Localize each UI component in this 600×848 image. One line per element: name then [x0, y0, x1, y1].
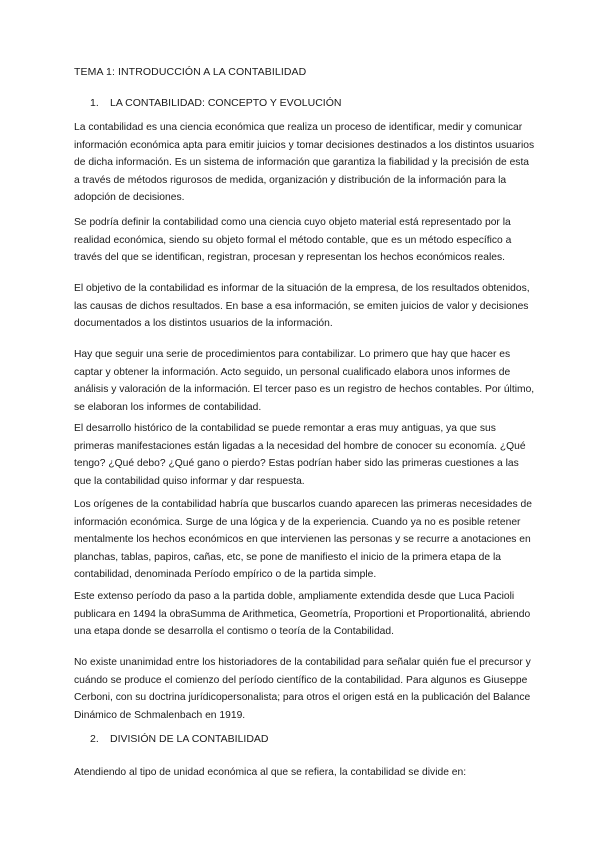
section-heading-1 — [90, 97, 341, 109]
paragraph-scientific-period: No existe unanimidad entre los historiadores de la contabilidad para señalar quién fue el precursor y cuándo se produce el comienzo del período científico de la contabilidad. Para algunos es Giuseppe Cerboni, con su doctrina jurídicopersonalista; para otros el origen está en la publicación del Balance Dinámico de Schmalenbach en 1919. — [74, 657, 531, 721]
paragraph-double-entry: Este extenso período da paso a la partida doble, ampliamente extendida desde que Luca Pacioli publicara en 1494 la obraSumma de Arithmetica, Geometría, Proportioni et Proportionalitá, abriendo una etapa donde se desarrolla el contismo o teoría de la Contabilidad. — [74, 591, 531, 638]
section-heading-2 — [90, 733, 269, 745]
section-number: 2. — [90, 733, 99, 745]
paragraph-division-intro: Atendiendo al tipo de unidad económica al que se refiera, la contabilidad se divide en: — [74, 767, 467, 778]
section-title: DIVISIÓN DE LA CONTABILIDAD — [110, 733, 269, 745]
section-number: 1. — [90, 97, 99, 109]
paragraph-origins: Los orígenes de la contabilidad habría que buscarlos cuando aparecen las primeras necesidades de información económica. Surge de una lógica y de la experiencia. Cuando ya no es posible retener mentalmente los hechos económicos en que intervienen las personas y se recurre a anotaciones en planchas, tablas, papiros, cañas, etc, se pone de manifiesto el inicio de la primera etapa de la contabilidad, denominada Período empírico o de la partida simple. — [74, 499, 532, 581]
paragraph-procedures: Hay que seguir una serie de procedimientos para contabilizar. Lo primero que hay que hacer es captar y obtener la información. Acto seguido, un personal cualificado elabora unos informes de análisis y valoración de la información. El tercer paso es un registro de hechos contables. Por último, se elaboran los informes de contabilidad. — [74, 349, 535, 413]
paragraph-definition: La contabilidad es una ciencia económica que realiza un proceso de identificar, medir y comunicar información económica apta para emitir juicios y tomar decisiones destinados a los distintos usuarios de dicha información. Es un sistema de información que garantiza la fiabilidad y la precisión de esta a través de métodos rigurosos de medida, organización y distribución de la información para la adopción de decisiones. — [74, 122, 535, 204]
document-title: TEMA 1: INTRODUCCIÓN A LA CONTABILIDAD — [74, 66, 307, 78]
paragraph-object: Se podría definir la contabilidad como una ciencia cuyo objeto material está representado por la realidad económica, siendo su objeto formal el método contable, que es un método específico a través del que se identifican, registran, procesan y representan los hechos económicos reales. — [74, 217, 512, 264]
section-title: LA CONTABILIDAD: CONCEPTO Y EVOLUCIÓN — [110, 97, 342, 109]
paragraph-history: El desarrollo histórico de la contabilidad se puede remontar a eras muy antiguas, ya que sus primeras manifestaciones están ligadas a la necesidad del hombre de conocer su economía. ¿Qué tengo? ¿Qué debo? ¿Qué gano o pierdo? Estas podrían haber sido las primeras cuestiones a las que la contabilidad quiso informar y dar respuesta. — [74, 423, 526, 487]
paragraph-objective: El objetivo de la contabilidad es informar de la situación de la empresa, de los resultados obtenidos, las causas de dichos resultados. En base a esa información, se emiten juicios de valor y decisiones documentados a los distintos usuarios de la información. — [74, 283, 530, 330]
